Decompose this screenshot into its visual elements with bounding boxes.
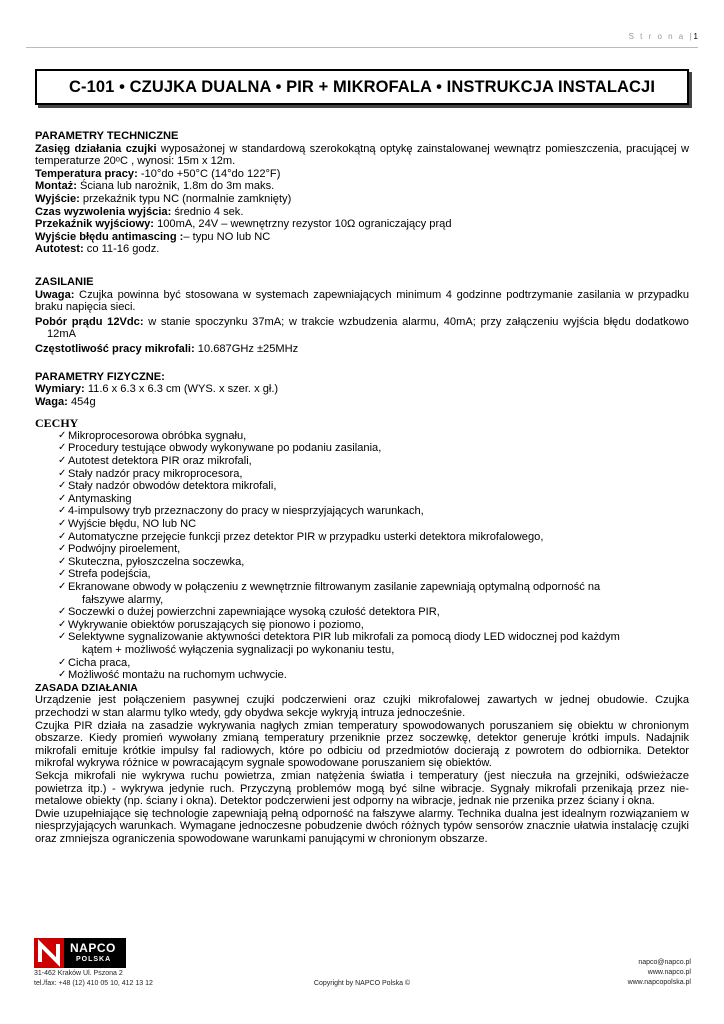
power-note-text: Czujka powinna być stosowana w systemach zapewniających minimum 4 godzinne podtrzymanie zasilania w przypadku braku napięcia sieci. — [35, 288, 689, 314]
logo-sub: POLSKA — [76, 956, 112, 963]
param-fault-text: – typu NO lub NC — [183, 230, 271, 243]
title-box — [35, 69, 689, 105]
feature-text: Soczewki o dużej powierzchni zapewniające wysoką czułość detektora PIR, — [68, 606, 440, 619]
principle-paragraph: Dwie uzupełniające się technologie zapewniają pełną odporność na fałszywe alarmy. Technika dualna jest idealnym rozwiązaniem w niesprzyjających warunkach. Wymagane jednoczesne pobudzenie dwóch różnych typów sensorów znacznie ułatwia instalację czujki oraz zmniejsza ograniczenia spowodowane warunkami panującymi w chronionym obszarze. — [35, 807, 689, 845]
feature-text: Stały nadzór obwodów detektora mikrofali, — [68, 480, 277, 493]
param-temp — [35, 168, 689, 181]
footer-web2: www.napcopolska.pl — [627, 979, 691, 986]
physical-dim-text: 11.6 x 6.3 x 6.3 cm (WYS. x szer. x gł.) — [84, 383, 279, 396]
power-heading: ZASILANIE — [35, 275, 94, 288]
param-range-label: Zasięg działania czujki — [35, 142, 157, 155]
physical-dimensions — [35, 383, 689, 396]
page-number-value: 1 — [693, 32, 698, 41]
check-icon: ✓ — [58, 505, 67, 517]
check-icon: ✓ — [58, 530, 67, 542]
feature-item — [58, 455, 689, 468]
feature-text: Wyjście błędu, NO lub NC — [68, 518, 197, 531]
param-autotest-label: Autotest: — [35, 243, 84, 256]
param-temp-text: -10°do +50°C (14°do 122°F) — [137, 167, 281, 180]
page-number — [629, 32, 698, 41]
principle-paragraph: Sekcja mikrofali nie wykrywa ruchu powietrza, zmian natężenia światła i temperatury (jest nieczuła na grzejniki, odświeżacze powietrza itp.) - wykrywa jedynie ruch. Przyczyną problemów mogą być silne wibracje. Sygnały mikrofali przenikają przez nie-metalowe obiekty (np. ściany i okna). Detektor podczerwieni jest odporny na wibracje, jednak nie przenika przez ściany i okna. — [35, 769, 689, 808]
principle-heading: ZASADA DZIAŁANIA — [35, 681, 138, 694]
check-icon: ✓ — [58, 492, 67, 504]
physical-dim-label: Wymiary: — [35, 383, 85, 396]
feature-item — [58, 631, 689, 656]
power-note — [35, 289, 689, 314]
feature-item — [58, 531, 689, 544]
feature-continuation: fałszywe alarmy, — [82, 593, 164, 606]
feature-item — [58, 543, 689, 556]
feature-item — [58, 480, 689, 493]
document-body — [35, 130, 689, 845]
param-hold — [35, 206, 689, 219]
feature-item — [58, 669, 689, 682]
feature-text: Autotest detektora PIR oraz mikrofali, — [68, 455, 252, 468]
feature-text: Wykrywanie obiektów poruszających się pionowo i poziomo, — [68, 618, 364, 631]
param-fault — [35, 231, 689, 244]
param-range-text: wyposażonej w standardową szerokokątną optykę zainstalowanej wewnątrz pomieszczenia, pracującej w temperaturze 20ᵒC , wynosi: 15m x 12m. — [35, 142, 689, 168]
check-icon: ✓ — [58, 606, 67, 618]
check-icon: ✓ — [58, 631, 67, 643]
features-list — [35, 430, 689, 682]
check-icon: ✓ — [58, 455, 67, 467]
principle-body — [35, 694, 689, 845]
param-output-text: przekaźnik typu NC (normalnie zamknięty) — [79, 192, 292, 205]
check-icon: ✓ — [58, 568, 67, 580]
feature-item — [58, 430, 689, 443]
param-temp-label: Temperatura pracy: — [35, 167, 138, 180]
power-freq-label: Częstotliwość pracy mikrofali: — [35, 342, 195, 355]
feature-text: Podwójny piroelement, — [68, 543, 181, 556]
feature-item — [58, 505, 689, 518]
feature-text: Procedury testujące obwody wykonywane po podaniu zasilania, — [68, 442, 382, 455]
feature-text: Strefa podejścia, — [68, 568, 151, 581]
feature-item — [58, 442, 689, 455]
check-icon: ✓ — [58, 543, 67, 555]
physical-weight-label: Waga: — [35, 395, 68, 408]
power-freq-text: 10.687GHz ±25MHz — [194, 342, 299, 355]
feature-item — [58, 556, 689, 569]
feature-item — [58, 568, 689, 581]
check-icon: ✓ — [58, 480, 67, 492]
check-icon: ✓ — [58, 669, 67, 681]
param-range — [35, 143, 689, 168]
footer-phone: tel./fax: +48 (12) 410 05 10, 412 13 12 — [34, 980, 153, 987]
param-hold-label: Czas wyzwolenia wyjścia: — [35, 205, 172, 218]
param-autotest — [35, 243, 689, 256]
check-icon: ✓ — [58, 429, 67, 441]
principle-paragraph: Czujka PIR działa na zasadzie wykrywania nagłych zmian temperatury spowodowanych poruszaniem się obiektu w chronionym obszarze. Kiedy promień wywołany zmianą temperatury przeniknie przez soczewkę, detektor generuje krótki impuls. Nadajnik mikrofali emituje krótkie impulsy fal radiowych, które po odbiciu od przedmiotów docierają z powrotem do odbiornika. Detektor mikrofal wykrywa różnice w powracającym sygnale spowodowane poruszaniem się obiektów. — [35, 719, 689, 770]
check-icon: ✓ — [58, 467, 67, 479]
param-output — [35, 193, 689, 206]
param-mount-text: Ściana lub narożnik, 1.8m do 3m maks. — [76, 180, 275, 193]
footer-copyright: Copyright by NAPCO Polska © — [313, 980, 411, 987]
footer-email: napco@napco.pl — [638, 959, 691, 966]
physical-heading: PARAMETRY FIZYCZNE: — [35, 370, 165, 383]
feature-text: Selektywne sygnalizowanie aktywności detektora PIR lub mikrofali za pomocą diody LED widocznej pod każdym — [68, 631, 620, 644]
power-current — [35, 316, 689, 341]
feature-text: Możliwość montażu na ruchomym uchwycie. — [68, 669, 287, 682]
feature-continuation: kątem + możliwość wyłączenia sygnalizacji po wykonaniu testu, — [82, 643, 395, 656]
feature-item — [58, 606, 689, 619]
param-relay-text: 100mA, 24V – wewnętrzny rezystor 10Ω ograniczający prąd — [154, 218, 452, 231]
param-relay — [35, 218, 689, 231]
check-icon: ✓ — [58, 518, 67, 530]
feature-item — [58, 581, 689, 606]
power-current-label: Pobór prądu 12Vdc: — [35, 315, 144, 328]
footer-web1: www.napco.pl — [647, 969, 691, 976]
check-icon: ✓ — [58, 581, 67, 592]
physical-weight — [35, 396, 689, 409]
principle-paragraph: Urządzenie jest połączeniem pasywnej czujki podczerwieni oraz czujki mikrofalowej zawartych w jednej obudowie. Czujka przechodzi w stan alarmu tylko wtedy, gdy obydwa sekcje wykryją intruza jednocześnie. — [35, 694, 689, 719]
footer-address: 31-462 Kraków Ul. Pszona 2 — [34, 970, 123, 977]
feature-text: Ekranowane obwody w połączeniu z wewnętrznie filtrowanym zasilanie zapewniają optymalną odporność na — [68, 581, 601, 593]
power-freq — [35, 343, 689, 356]
params-heading: PARAMETRY TECHNICZNE — [35, 130, 179, 142]
power-note-label: Uwaga: — [35, 288, 75, 301]
feature-item — [58, 657, 689, 670]
napco-logo-mark — [34, 938, 64, 968]
feature-item — [58, 493, 689, 506]
feature-text: Mikroprocesorowa obróbka sygnału, — [68, 429, 247, 442]
feature-item — [58, 468, 689, 481]
feature-item — [58, 518, 689, 531]
power-current-text: w stanie spoczynku 37mA; w trakcie wzbudzenia alarmu, 40mA; przy załączeniu wyjścia błędu dodatkowo 12mA — [47, 315, 689, 341]
footer-contacts — [628, 958, 691, 988]
param-relay-label: Przekaźnik wyjściowy: — [35, 218, 155, 231]
feature-text: Antymasking — [68, 492, 132, 505]
param-mount-label: Montaż: — [35, 180, 77, 193]
param-autotest-text: co 11-16 godz. — [83, 243, 160, 256]
feature-text: Stały nadzór pracy mikroprocesora, — [68, 467, 243, 480]
napco-logo-text — [64, 938, 126, 968]
param-fault-label: Wyjście błędu antimascing : — [35, 230, 184, 243]
header-divider — [26, 47, 698, 48]
feature-item — [58, 619, 689, 632]
napco-logo — [34, 938, 126, 968]
check-icon: ✓ — [58, 555, 67, 567]
feature-text: Automatyczne przejęcie funkcji przez detektor PIR w przypadku usterki detektora mikrofalowego, — [68, 530, 544, 543]
feature-text: Cicha praca, — [68, 656, 131, 669]
logo-name: NAPCO — [70, 941, 116, 955]
features-heading: CECHY — [35, 416, 79, 431]
param-hold-text: średnio 4 sek. — [171, 205, 244, 218]
feature-text: Skuteczna, pyłoszczelna soczewka, — [68, 555, 245, 568]
physical-weight-text: 454g — [67, 395, 96, 408]
check-icon: ✓ — [58, 656, 67, 668]
param-mount — [35, 180, 689, 193]
check-icon: ✓ — [58, 442, 67, 454]
param-output-label: Wyjście: — [35, 192, 80, 205]
page-label: S t r o n a | — [628, 32, 694, 41]
document-title: C-101 • CZUJKA DUALNA • PIR + MIKROFALA • INSTRUKCJA INSTALACJI — [68, 77, 656, 96]
check-icon: ✓ — [58, 618, 67, 630]
feature-text: 4-impulsowy tryb przeznaczony do pracy w niesprzyjających warunkach, — [68, 505, 424, 518]
